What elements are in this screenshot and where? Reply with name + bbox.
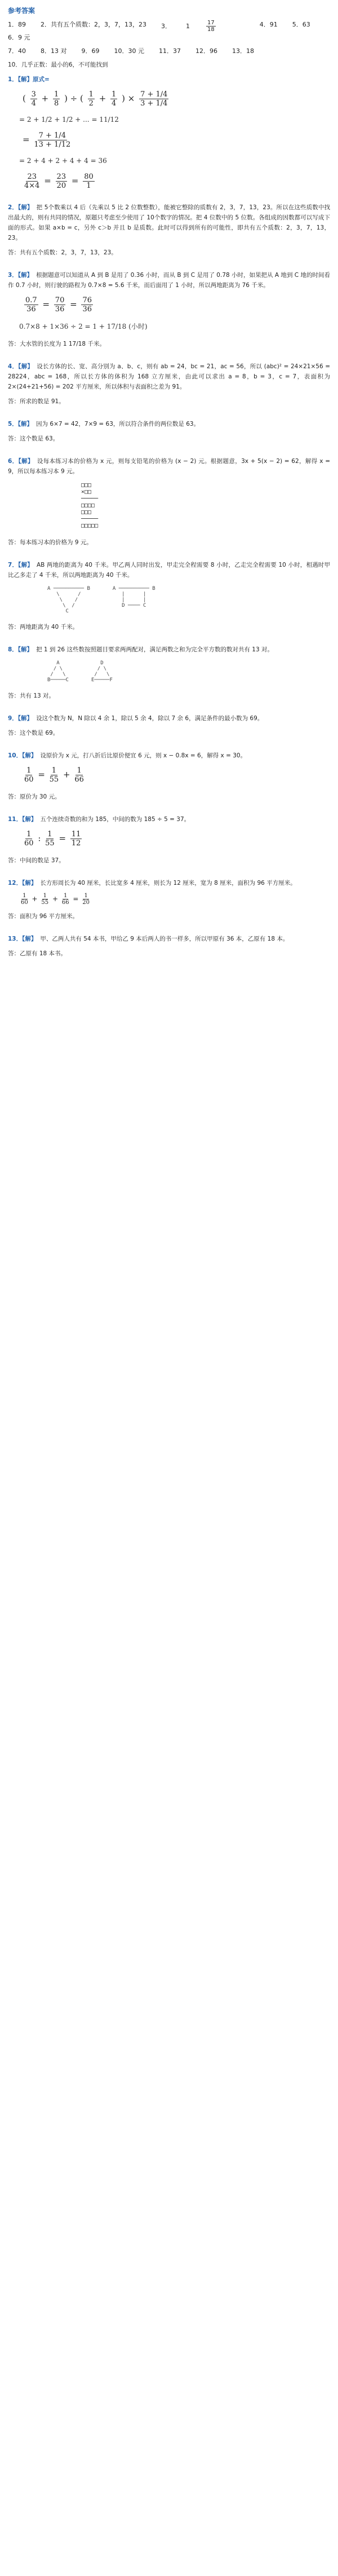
- answer-item: 8．13 对: [41, 47, 67, 55]
- numerator: 0.7: [25, 296, 37, 305]
- solution-13: [8, 934, 330, 959]
- diagram-right: D / \ / \ E─────F: [91, 660, 113, 683]
- fraction: [24, 296, 38, 314]
- answer-summary-row-2: [8, 46, 330, 56]
- solution-answer: 答：大水管的长度为 1 17/18 千米。: [8, 341, 105, 347]
- solution-text: 根据题意可以知道从 A 到 B 是用了 0.36 小时，而从 B 到 C 是用了 0.78 小时，如果把从 A 地到 C 地的时间看作 0.7 小时，则行驶的路程为 0.7×8 = 5.6 千米，而后面用了 1 小时，所以两地距离为 76 千米。: [8, 272, 330, 289]
- fraction: [81, 296, 93, 314]
- solution-label: 1．【解】原式=: [8, 76, 50, 83]
- answer-item: 12．96: [195, 47, 217, 55]
- fraction: [24, 173, 39, 190]
- numerator: 76: [82, 296, 92, 305]
- denominator: 20: [82, 899, 90, 906]
- fraction: [34, 131, 70, 149]
- solution-answer: 答：共有 13 对。: [8, 692, 55, 699]
- numerator: 17: [207, 20, 215, 26]
- fraction: [53, 90, 60, 108]
- denominator: 66: [61, 899, 69, 906]
- answer-item: 4．91: [259, 21, 278, 28]
- fraction: [30, 90, 37, 108]
- numerator: 23: [27, 173, 37, 181]
- solution-label: 8．【解】: [8, 646, 33, 653]
- denominator: 20: [56, 182, 66, 190]
- denominator: 3 + 1/4: [140, 99, 168, 108]
- solution-label: 12．【解】: [8, 880, 37, 886]
- numerator: 1: [88, 90, 94, 99]
- solution-text: AB 两地的距离为 40 千米。甲乙两人同时出发，甲走完全程需要 8 小时，乙走完全程需要 10 小时，相遇时甲比乙多走了 4 千米，所以两地距离为 40 千米。: [8, 562, 330, 579]
- denominator: 4: [31, 99, 36, 108]
- fraction: [24, 830, 34, 848]
- solution-label: 10．【解】: [8, 752, 37, 759]
- answer-item: 2．共有五个质数：2，3，7，13，23: [41, 21, 146, 28]
- whole-number: 1: [186, 22, 190, 30]
- fraction: [45, 830, 55, 848]
- fraction: [50, 766, 59, 784]
- fraction: [24, 766, 34, 784]
- solution-answer: 答：这个数是 69。: [8, 730, 59, 736]
- denominator: 13 + 1/12: [34, 140, 71, 149]
- equation-line: = 2 + 1/2 + 1/2 + ... = 11/12: [19, 116, 119, 123]
- solution-6: [8, 456, 330, 548]
- fraction: [82, 893, 90, 906]
- numerator: 7 + 1/4: [140, 90, 168, 99]
- numerator: 1: [47, 830, 52, 839]
- solution-text: 因为 6×7 = 42，7×9 = 63，所以符合条件的两位数是 63。: [36, 421, 200, 427]
- answer-item: 11．37: [159, 47, 181, 55]
- formula-block: ( $\frac{3}{4}$ + $\frac{1}{8}$ ) ÷ ( $\frac{1}{2}$ + $\frac{1}{4}$ ) × $\frac{7 + 1/4}{3 + 1/4}$: [23, 90, 168, 108]
- diagram-left: A / \ / \ B─────C: [47, 660, 69, 683]
- solution-1: [8, 74, 330, 190]
- diagram-columns: [47, 586, 330, 614]
- answer-item: 10．30 元: [114, 47, 144, 55]
- solution-text: 甲、乙两人共有 54 本书，甲给乙 9 本后两人的书一样多，所以甲原有 36 本，乙原有 18 本。: [40, 936, 289, 942]
- answer-label: 3．: [161, 22, 171, 30]
- answer-item: 7．40: [8, 47, 26, 55]
- fraction: [21, 893, 28, 906]
- denominator: 18: [207, 27, 215, 33]
- solution-answer: 答：面积为 96 平方厘米。: [8, 913, 79, 920]
- diagram-left: A ────────── B \ / \ / \ / C: [47, 586, 90, 614]
- solution-text: 长方形周长为 40 厘米，长比宽多 4 厘米，则长为 12 厘米，宽为 8 厘米，面积为 96 平方厘米。: [40, 880, 296, 886]
- numerator: 1: [26, 830, 32, 839]
- fraction: [83, 173, 95, 190]
- formula-block: $\frac{0.7}{36}$ = $\frac{70}{36}$ = $\frac{76}{36}$: [25, 296, 92, 314]
- solution-8: [8, 645, 330, 701]
- fraction: [206, 20, 230, 33]
- answer-item: 5．63: [292, 21, 310, 28]
- solution-text: 设长方体的长、宽、高分别为 a、b、c，则有 ab = 24，bc = 21，ac = 56，所以 (abc)² = 24×21×56 = 28224，abc = 168，所以长方体的体积为 168 立方厘米，由此可以求出 a = 8，b = 3，c = 7，表面积为 2×(24+21+56) = 202 平方厘米，所以体积与表面积之差为 91。: [8, 363, 330, 390]
- solution-7: [8, 560, 330, 632]
- solution-label: 4．【解】: [8, 363, 34, 370]
- solution-text: 设这个数为 N，N 除以 4 余 1，除以 5 余 4，除以 7 余 6，满足条件的最小数为 69。: [36, 715, 264, 722]
- fraction: [41, 893, 48, 906]
- fraction: [88, 90, 95, 108]
- solution-label: 7．【解】: [8, 562, 33, 568]
- answer-item: 6．9 元: [8, 34, 30, 41]
- denominator: 55: [49, 775, 59, 784]
- diagram-right: A ────────── B | | | | D ──── C: [112, 586, 155, 608]
- fraction: [54, 296, 66, 314]
- formula-block: $\frac{23}{4\times 4}$ = $\frac{23}{20}$ = $\frac{80}{1}$: [24, 173, 94, 190]
- numerator: 1: [77, 766, 82, 775]
- numerator: 80: [84, 173, 94, 181]
- denominator: 4: [112, 99, 117, 108]
- solution-answer: 答：中间的数是 37。: [8, 857, 65, 864]
- denominator: 66: [74, 775, 84, 784]
- solution-answer: 答：这个数是 63。: [8, 435, 59, 442]
- numerator: 1: [23, 893, 26, 899]
- denominator: 8: [54, 99, 59, 108]
- solution-answer: 答：乙原有 18 本书。: [8, 950, 67, 957]
- solution-text: 设原价为 x 元，打八折后比原价便宜 6 元，则 x − 0.8x = 6，解得 x = 30。: [40, 752, 247, 759]
- numerator: 1: [64, 893, 68, 899]
- numerator: 11: [71, 830, 81, 839]
- denominator: 55: [41, 899, 49, 906]
- answer-item: 13．18: [232, 47, 254, 55]
- formula-block: = $\frac{7 + 1/4}{13 + 1/12}$: [23, 131, 71, 149]
- solution-answer: 答：所求的数是 91。: [8, 398, 65, 405]
- answer-summary-row-1: [8, 20, 330, 43]
- solution-label: 6．【解】: [8, 458, 34, 465]
- solution-label: 13．【解】: [8, 936, 37, 942]
- denominator: 36: [55, 305, 65, 314]
- numerator: 1: [51, 766, 57, 775]
- answer-item: 1．89: [8, 21, 26, 28]
- equation-line: = 2 + 4 + 2 + 4 + 4 = 36: [19, 157, 107, 165]
- page-title: 参考答案: [8, 7, 35, 15]
- solution-3: [8, 270, 330, 349]
- solution-5: [8, 419, 330, 444]
- solution-answer: 答：原价为 30 元。: [8, 793, 61, 800]
- numerator: 3: [31, 90, 36, 99]
- fraction: [70, 830, 82, 848]
- denominator: 55: [45, 839, 55, 848]
- denominator: 60: [24, 839, 34, 848]
- solution-text: 把 5个数乘以 4 后（先乘以 5 比 2 位数整数），能被它整除的质数有 2，3，7，13，23。所以在这些质数中找出最大的，则有共同的情况，原题只考虑至少使用了 10个数字的情况。把 4 位数中的 5 位数。各组成的因数都可以写成下面的形式。如果 a×b = c，另外 c＞b 并且 b 是质数。此时可以得到所有的可能性，即共有五个质数：2，3，7，13，23。: [8, 204, 331, 241]
- denominator: 36: [26, 305, 36, 314]
- intro-note: 10．几乎正数：最小的6，不可能找到: [8, 61, 108, 68]
- vertical-arithmetic: □□□ ×□□ ───── □□□□ □□□ ───── □□□□□: [81, 482, 99, 529]
- numerator: 23: [56, 173, 66, 181]
- solution-text: 设每本练习本的价格为 x 元，则每支铅笔的价格为 (x − 2) 元。根据题意，3x + 5(x − 2) = 62，解得 x = 9，所以每本练习本 9 元。: [8, 458, 330, 475]
- numerator: 70: [55, 296, 65, 305]
- solution-11: [8, 814, 330, 866]
- solution-answer: 答：共有五个质数：2，3，7，13，23。: [8, 249, 117, 256]
- solution-10: [8, 751, 330, 802]
- numerator: 1: [26, 766, 32, 775]
- solution-answer: 答：两地距离为 40 千米。: [8, 624, 79, 630]
- solution-label: 5．【解】: [8, 421, 33, 427]
- denominator: 1: [86, 182, 91, 190]
- diagram-columns: [47, 660, 330, 683]
- fraction: [56, 173, 68, 190]
- fraction: [74, 766, 84, 784]
- denominator: 2: [88, 99, 94, 108]
- solution-9: [8, 713, 330, 738]
- numerator: 1: [84, 893, 88, 899]
- numerator: 1: [54, 90, 59, 99]
- numerator: 7 + 1/4: [38, 131, 66, 140]
- fraction: [62, 893, 69, 906]
- solution-label: 11．【解】: [8, 816, 37, 823]
- fraction: [139, 90, 168, 108]
- numerator: 1: [43, 893, 47, 899]
- solution-label: 3．【解】: [8, 272, 33, 279]
- solution-text: 把 1 到 26 这些数按照题目要求两两配对，满足两数之和为完全平方数的数对共有 13 对。: [36, 646, 273, 653]
- denominator: 36: [82, 305, 92, 314]
- denominator: 12: [71, 839, 81, 848]
- answer-item: 9．69: [81, 47, 100, 55]
- numerator: 1: [112, 90, 117, 99]
- solution-label: 9．【解】: [8, 715, 33, 722]
- formula-block: $\frac{1}{60}$ + $\frac{1}{55}$ + $\frac{1}{66}$ = $\frac{1}{20}$: [21, 893, 90, 906]
- answer-item: [161, 20, 245, 33]
- equation-line: 0.7×8 + 1×36 ÷ 2 = 1 + 17/18 (小时): [19, 323, 148, 330]
- denominator: 60: [21, 899, 28, 906]
- denominator: 4×4: [24, 182, 40, 190]
- solution-text: 五个连续奇数的和为 185，中间的数为 185 ÷ 5 = 37。: [40, 816, 190, 823]
- formula-block: $\frac{1}{60}$ = $\frac{1}{55}$ + $\frac{1}{66}$: [24, 766, 84, 784]
- solution-12: [8, 878, 330, 921]
- solution-answer: 答：每本练习本的价格为 9 元。: [8, 539, 92, 546]
- fraction: [110, 90, 117, 108]
- solution-2: [8, 202, 330, 258]
- solution-4: [8, 361, 330, 407]
- solution-label: 2．【解】: [8, 204, 33, 211]
- denominator: 60: [24, 775, 34, 784]
- formula-block: $\frac{1}{60}$ : $\frac{1}{55}$ = $\frac{11}{12}$: [24, 830, 81, 848]
